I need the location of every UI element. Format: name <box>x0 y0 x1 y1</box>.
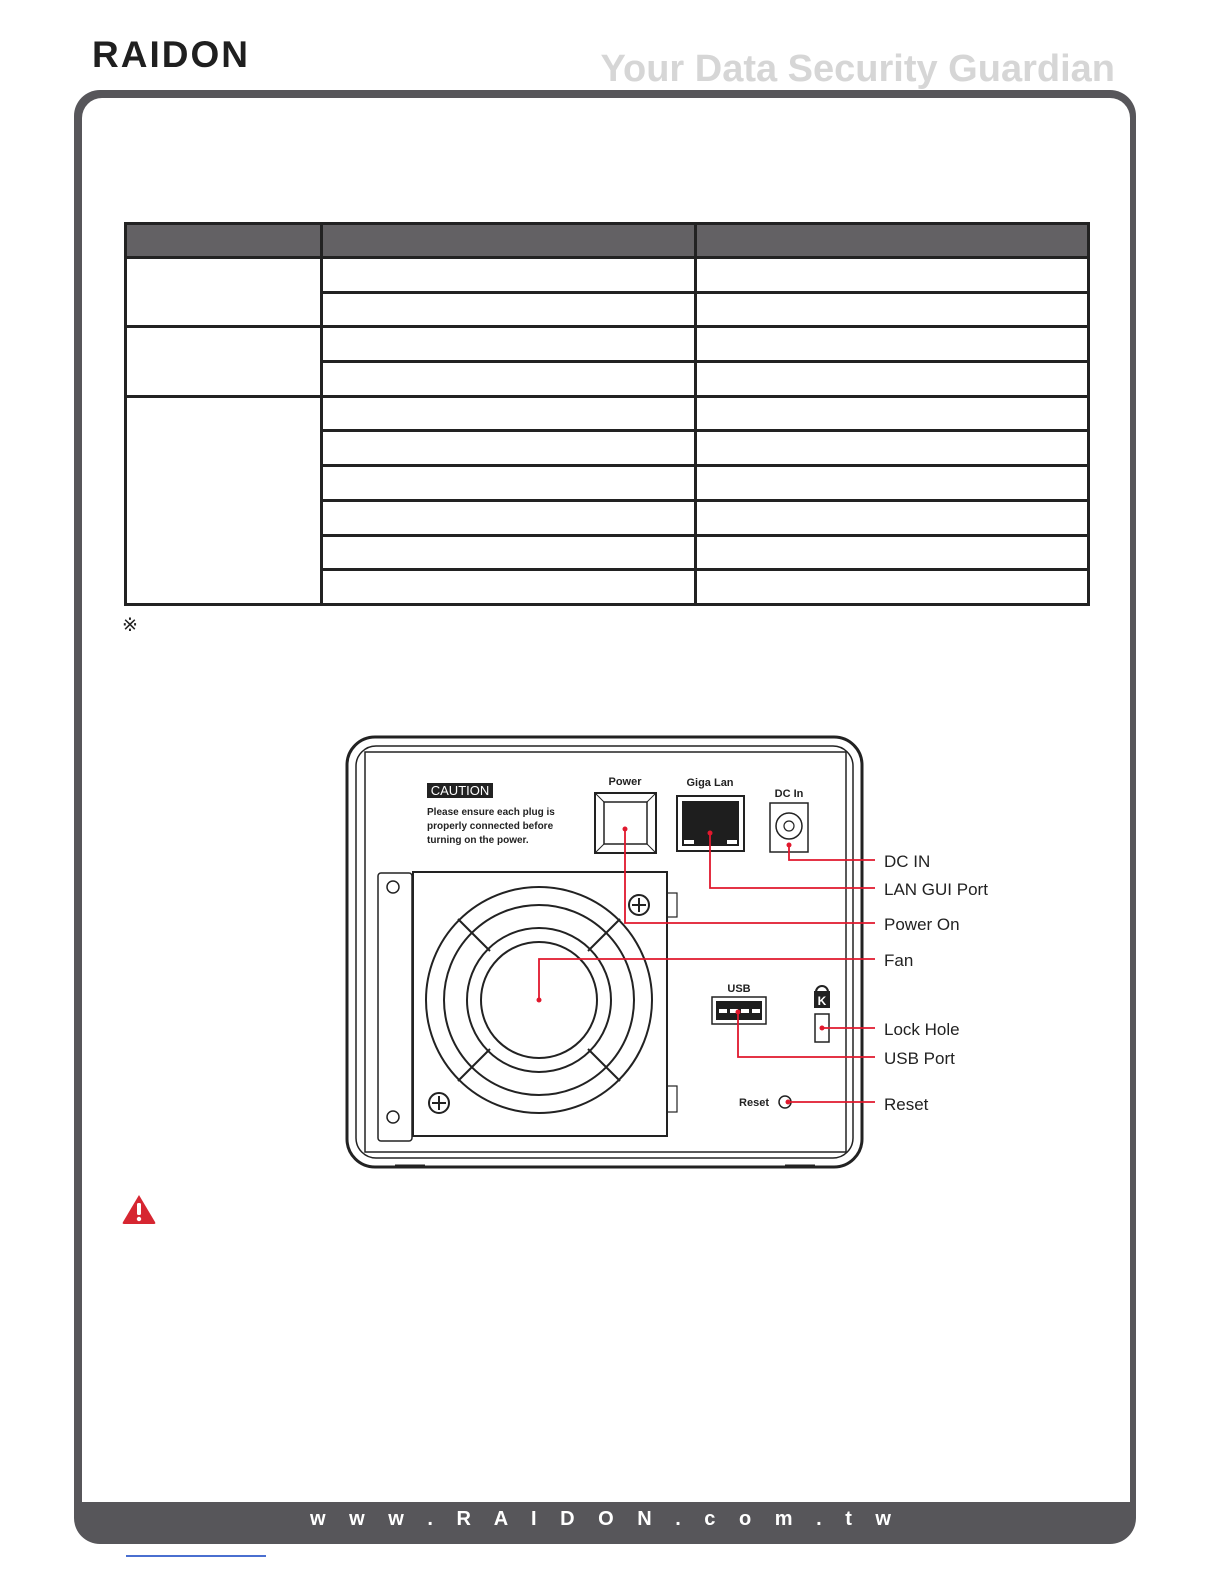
callout-line-power <box>625 829 875 923</box>
table-cell <box>696 431 1089 466</box>
power-label: Power <box>608 776 642 788</box>
table-cell <box>696 396 1089 431</box>
callout-label-power-on: Power On <box>884 915 960 934</box>
callout-label-lan-gui-port: LAN GUI Port <box>884 880 988 899</box>
bottom-link-underline <box>126 1555 266 1557</box>
fan-assembly <box>378 872 677 1141</box>
table-cell <box>696 570 1089 605</box>
table-cell <box>322 500 696 535</box>
callout-label-lock-hole: Lock Hole <box>884 1020 960 1039</box>
table-cell <box>696 466 1089 501</box>
callout-label-dc-in: DC IN <box>884 852 931 871</box>
callout-dot-reset <box>786 1100 791 1105</box>
lock-icon <box>814 986 830 1008</box>
spec-table <box>124 222 1090 606</box>
table-header-cell <box>696 224 1089 258</box>
table-cell <box>322 570 696 605</box>
callout-dot-usb <box>736 1010 741 1015</box>
callout-dot-lock <box>820 1026 825 1031</box>
warning-triangle-icon <box>121 1193 157 1225</box>
table-cell <box>696 258 1089 293</box>
footer-url[interactable]: w w w . R A I D O N . c o m . t w <box>310 1508 900 1530</box>
table-cell <box>696 362 1089 397</box>
lock-glyph: K <box>817 994 827 1008</box>
table-cell <box>696 327 1089 362</box>
note-mark: ※ <box>122 614 138 636</box>
table-cell <box>322 535 696 570</box>
table-cell <box>322 466 696 501</box>
table-cell <box>322 258 696 293</box>
table-header-cell <box>126 224 322 258</box>
table-group-label <box>126 258 322 327</box>
table-row <box>126 327 1089 362</box>
callout-label-fan: Fan <box>884 951 914 970</box>
callout-dot-dc-in <box>787 843 792 848</box>
table-group-label <box>126 327 322 396</box>
table-cell <box>696 292 1089 327</box>
caution-line: properly connected before <box>427 821 554 832</box>
callout-dot-fan <box>537 998 542 1003</box>
table-header-cell <box>322 224 696 258</box>
usb-label: USB <box>727 983 751 995</box>
table-cell <box>322 396 696 431</box>
brand-logo: RAIDON <box>92 34 250 75</box>
callout-dot-power <box>623 827 628 832</box>
reset-port-label: Reset <box>739 1097 769 1109</box>
table-cell <box>696 500 1089 535</box>
table-cell <box>322 431 696 466</box>
table-group-label <box>126 396 322 604</box>
tagline: Your Data Security Guardian <box>600 48 1115 90</box>
table-cell <box>322 362 696 397</box>
caution-line: Please ensure each plug is <box>427 807 555 818</box>
table-row <box>126 258 1089 293</box>
callout-lines <box>539 829 875 1102</box>
table-cell <box>696 535 1089 570</box>
table-cell <box>322 327 696 362</box>
table-cell <box>322 292 696 327</box>
dc-in-label: DC In <box>774 788 804 800</box>
caution-line: turning on the power. <box>427 835 529 846</box>
table-row <box>126 396 1089 431</box>
callout-dot-lan <box>708 831 713 836</box>
giga-lan-label: Giga Lan <box>686 777 734 789</box>
caution-title: CAUTION <box>430 783 490 798</box>
device-rear-panel-diagram <box>340 730 1020 1175</box>
callout-label-usb-port: USB Port <box>884 1049 955 1068</box>
callout-label-reset: Reset <box>884 1095 929 1114</box>
table-header-row <box>126 224 1089 258</box>
